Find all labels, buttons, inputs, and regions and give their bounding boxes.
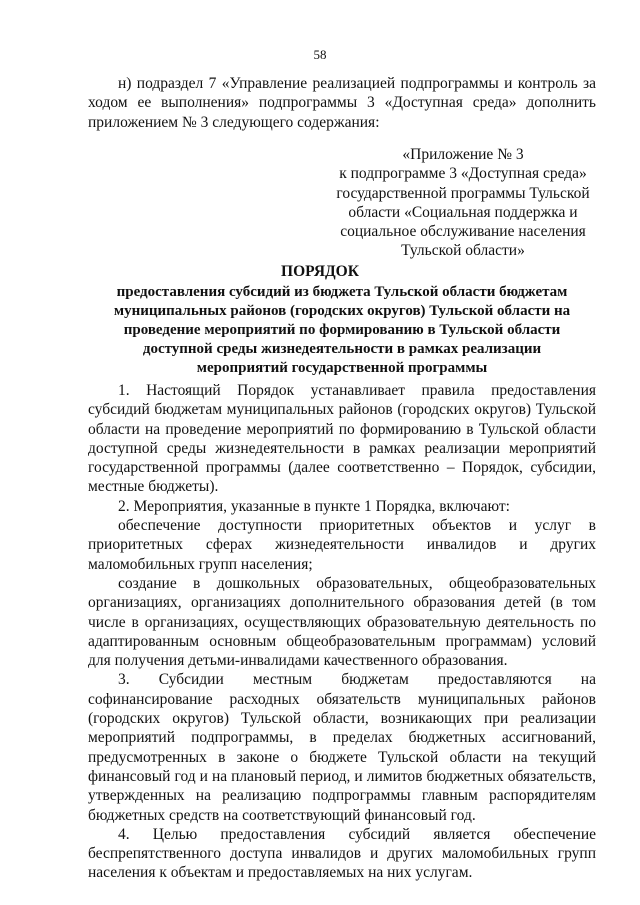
page-number: 58 — [313, 47, 327, 62]
subtitle-line: проведение мероприятий по формированию в Тульской области — [123, 322, 561, 339]
appendix-line: к подпрограмме 3 «Доступная среда» — [339, 165, 587, 183]
appendix-reference — [332, 145, 594, 261]
paragraph-2: 2. Мероприятия, указанные в пункте 1 Порядка, включают: — [118, 497, 510, 515]
intro-paragraph: н) подраздел 7 «Управление реализацией подпрограммы и контроль за ходом ее выполнения» подпрограммы 3 «Доступная среда» дополнить приложением № 3 следующего содержания: — [88, 75, 596, 131]
subtitle-line: муниципальных районов (городских округов) Тульской области на — [113, 303, 571, 320]
appendix-line: социальное обслуживание населения — [340, 223, 586, 241]
appendix-line: государственной программы Тульской — [336, 184, 590, 202]
appendix-line: Тульской области» — [401, 242, 525, 260]
appendix-line: области «Социальная поддержка и — [348, 203, 578, 221]
document-title: ПОРЯДОК — [281, 263, 359, 280]
subtitle-line: мероприятий государственной программы — [196, 360, 488, 377]
subtitle-line: предоставления субсидий из бюджета Тульской области бюджетам — [116, 284, 568, 300]
subtitle-line: доступной среды жизнедеятельности в рамках реализации — [142, 341, 542, 358]
paragraph-1: 1. Настоящий Порядок устанавливает правила предоставления субсидий бюджетам муниципальных районов (городских округов) Тульской области на проведение мероприятий по формированию в Тульской области доступной среды жизнедеятельности в рамках реализации мероприятий государственной программы (далее соответственно – Порядок, субсидии, местные бюджеты). — [88, 382, 596, 496]
paragraph-3: 3. Субсидии местным бюджетам предоставляются на софинансирование расходных обязательств муниципальных районов (городских округов) Тульской области, возникающих при реализации мероприятий подпрограммы, в пределах бюджетных ассигнований, предусмотренных в законе о бюджете Тульской области на текущий финансовый год и на плановый период, и лимитов бюджетных обязательств, утвержденных на реализацию подпрограммы главным распорядителям бюджетных средств на соответствующий финансовый год. — [88, 671, 596, 824]
paragraph-2-item-1: обеспечение доступности приоритетных объектов и услуг в приоритетных сферах жизнедеятельности инвалидов и других маломобильных групп населения; — [88, 517, 596, 573]
document-subtitle — [88, 283, 596, 378]
document-body — [88, 381, 596, 883]
paragraph-2-item-2: создание в дошкольных образовательных, общеобразовательных организациях, организациях дополнительного образования детей (в том числе в организациях, осуществляющих образовательную деятельность по адаптированным основным общеобразовательным программам) условий для получения детьми-инвалидами качественного образования. — [88, 574, 596, 670]
appendix-line: «Приложение № 3 — [402, 146, 524, 163]
paragraph-4: 4. Целью предоставления субсидий является обеспечение беспрепятственного доступа инвалидов и других маломобильных групп населения к объектам и предоставляемых на них услугам. — [88, 825, 596, 882]
